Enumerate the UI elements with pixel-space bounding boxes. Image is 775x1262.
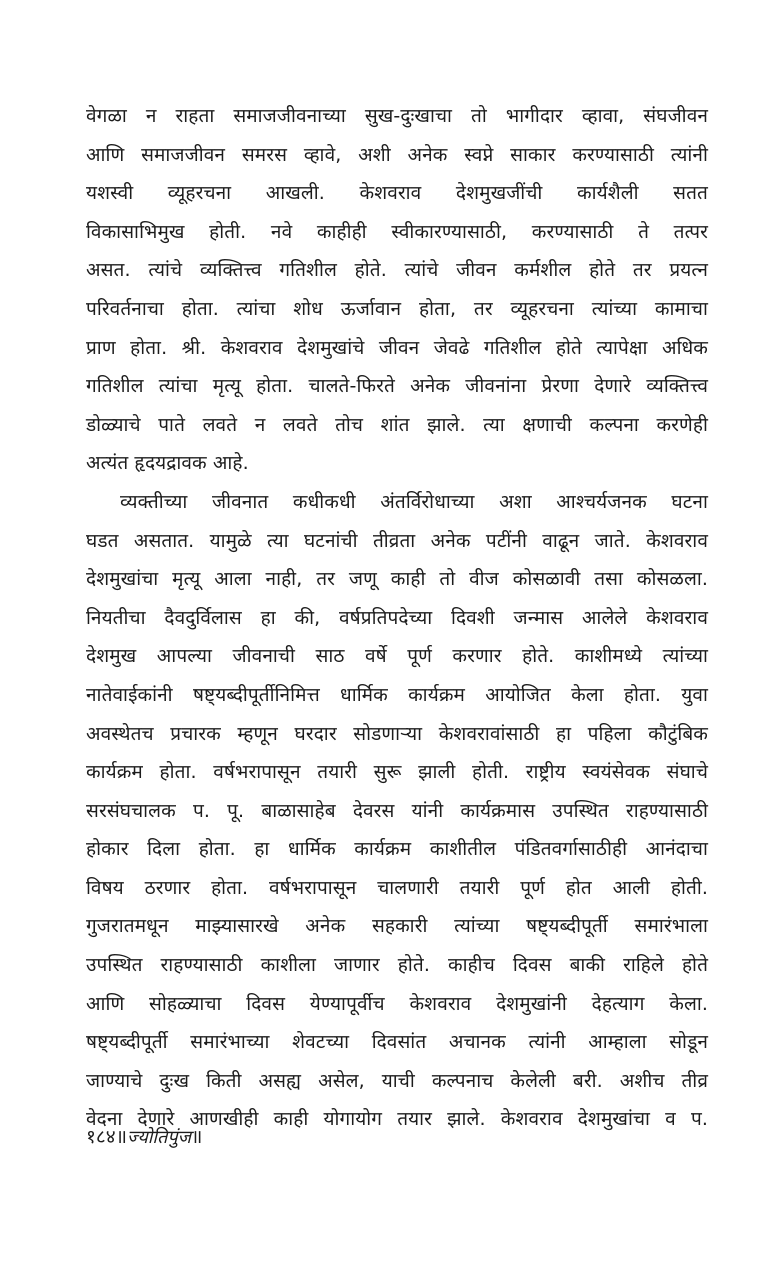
text-line: विकासाभिमुख होती. नवे काहीही स्वीकारण्यासाठी, करण्यासाठी ते तत्पर: [86, 220, 708, 243]
text-line: सरसंघचालक प. पू. बाळासाहेब देवरस यांनी कार्यक्रमास उपस्थित राहण्यासाठी: [86, 799, 708, 822]
text-line: नातेवाईकांनी षष्ट्यब्दीपूर्तीनिमित्त धार्मिक कार्यक्रम आयोजित केला होता. युवा: [86, 683, 708, 706]
text-line: डोळ्याचे पाते लवते न लवते तोच शांत झाले. त्या क्षणाची कल्पना करणेही: [86, 413, 708, 436]
page-footer: [86, 1122, 202, 1153]
text-line: गुजरातमधून माझ्यासारखे अनेक सहकारी त्यांच्या षष्ट्यब्दीपूर्ती समारंभाला: [86, 915, 708, 938]
text-line: अत्यंत हृदयद्रावक आहे.: [86, 452, 249, 475]
text-line: असत. त्यांचे व्यक्तित्त्व गतिशील होते. त्यांचे जीवन कर्मशील होते तर प्रयत्न: [86, 259, 708, 282]
text-line: उपस्थित राहण्यासाठी काशीला जाणार होते. काहीच दिवस बाकी राहिले होते: [86, 954, 708, 977]
text-line: षष्ट्यब्दीपूर्ती समारंभाच्या शेवटच्या दिवसांत अचानक त्यांनी आम्हाला सोडून: [86, 1031, 708, 1054]
footer-end-mark: ॥: [190, 1126, 203, 1148]
book-title: ज्योतिपुंज: [127, 1127, 191, 1148]
text-line: गतिशील त्यांचा मृत्यू होता. चालते-फिरते अनेक जीवनांना प्रेरणा देणारे व्यक्तित्त्व: [86, 375, 708, 398]
text-line: कार्यक्रम होता. वर्षभरापासून तयारी सुरू झाली होती. राष्ट्रीय स्वयंसेवक संघाचे: [86, 761, 708, 784]
paragraph-1: [86, 97, 708, 483]
text-line: व्यक्तीच्या जीवनात कधीकधी अंतर्विरोधाच्या अशा आश्चर्यजनक घटना: [120, 490, 708, 513]
page-number: १८४: [86, 1126, 116, 1148]
text-line: यशस्वी व्यूहरचना आखली. केशवराव देशमुखजींची कार्यशैली सतत: [86, 182, 708, 205]
body-text: [86, 97, 708, 1139]
text-line: विषय ठरणार होता. वर्षभरापासून चालणारी तयारी पूर्ण होत आली होती.: [86, 876, 708, 899]
text-line: परिवर्तनाचा होता. त्यांचा शोध ऊर्जावान होता, तर व्यूहरचना त्यांच्या कामाचा: [86, 297, 708, 320]
text-line: आणि सोहळ्याचा दिवस येण्यापूर्वीच केशवराव देशमुखांनी देहत्याग केला.: [86, 992, 708, 1015]
text-line: वेगळा न राहता समाजजीवनाच्या सुख-दुःखाचा तो भागीदार व्हावा, संघजीवन: [86, 105, 708, 127]
text-line: घडत असतात. यामुळे त्या घटनांची तीव्रता अनेक पटींनी वाढून जाते. केशवराव: [86, 529, 708, 552]
text-line: अवस्थेतच प्रचारक म्हणून घरदार सोडणाऱ्या केशवरावांसाठी हा पहिला कौटुंबिक: [86, 722, 708, 745]
text-line: जाण्याचे दुःख किती असह्य असेल, याची कल्पनाच केलेली बरी. अशीच तीव्र: [86, 1069, 708, 1092]
text-line: प्राण होता. श्री. केशवराव देशमुखांचे जीवन जेवढे गतिशील होते त्यापेक्षा अधिक: [86, 336, 708, 359]
text-line: नियतीचा दैवदुर्विलास हा की, वर्षप्रतिपदेच्या दिवशी जन्मास आलेले केशवराव: [86, 606, 708, 629]
text-line: आणि समाजजीवन समरस व्हावे, अशी अनेक स्वप्ने साकार करण्यासाठी त्यांनी: [86, 143, 708, 166]
text-line: होकार दिला होता. हा धार्मिक कार्यक्रम काशीतील पंडितवर्गासाठीही आनंदाचा: [86, 838, 708, 861]
footer-separator: ॥: [115, 1126, 128, 1148]
text-line: देशमुख आपल्या जीवनाची साठ वर्षे पूर्ण करणार होते. काशीमध्ये त्यांच्या: [86, 645, 708, 668]
text-line: वेदना देणारे आणखीही काही योगायोग तयार झाले. केशवराव देशमुखांचा व प.: [86, 1108, 708, 1131]
text-line: देशमुखांचा मृत्यू आला नाही, तर जणू काही तो वीज कोसळावी तसा कोसळला.: [86, 568, 708, 591]
paragraph-2: [86, 483, 708, 1139]
